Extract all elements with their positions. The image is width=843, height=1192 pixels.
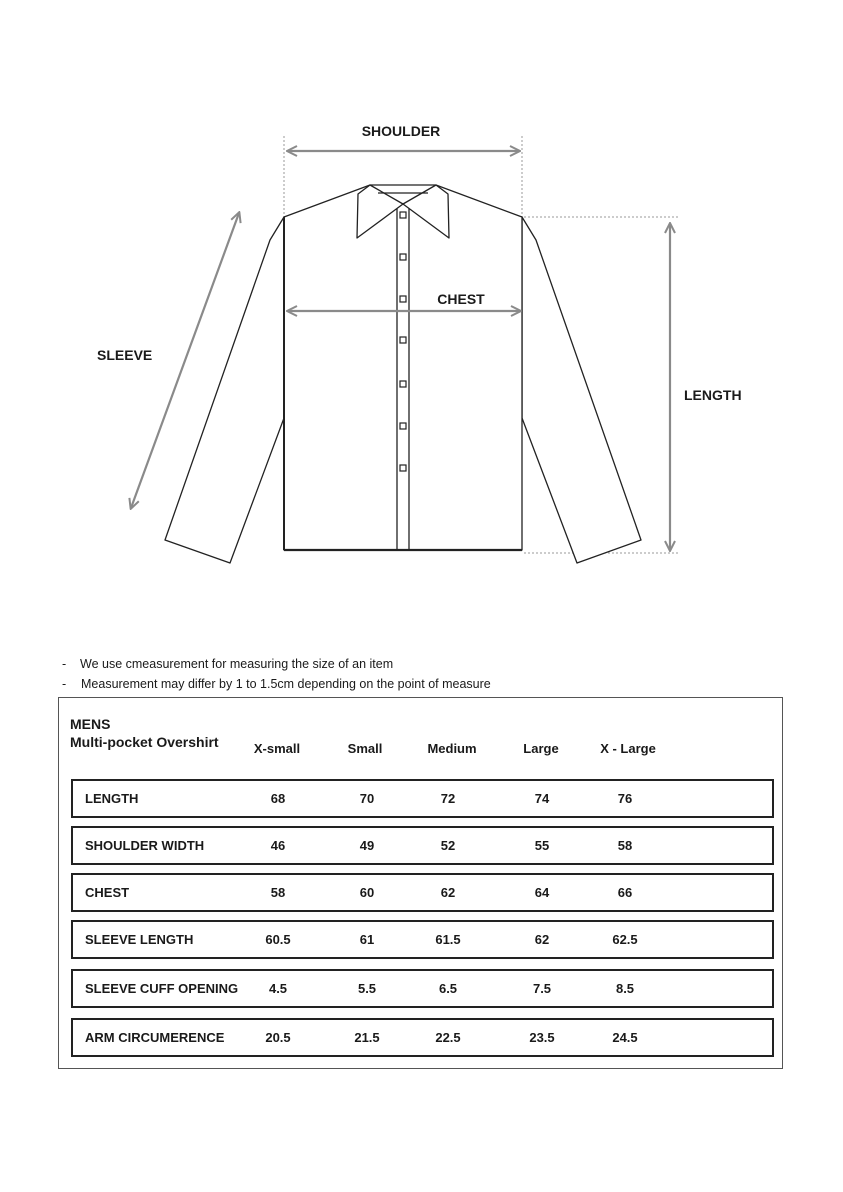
table-row (71, 826, 774, 865)
size-header: Small (347, 741, 383, 756)
table-cell: 62 (534, 932, 550, 947)
table-row (71, 779, 774, 818)
table-cell: 52 (440, 838, 456, 853)
shirt-outline (165, 185, 641, 563)
table-cell: 76 (617, 791, 633, 806)
note-item (62, 674, 491, 694)
row-label: ARM CIRCUMERENCE (85, 1030, 225, 1045)
product-title: Multi-pocket Overshirt (70, 734, 219, 750)
size-table (58, 697, 783, 1069)
table-cell: 22.5 (435, 1030, 461, 1045)
size-header: Large (523, 741, 559, 756)
table-cell: 55 (534, 838, 550, 853)
row-label: CHEST (85, 885, 130, 900)
row-label: LENGTH (85, 791, 139, 806)
table-cell: 70 (359, 791, 375, 806)
table-cell: 61.5 (435, 932, 461, 947)
table-cell: 74 (534, 791, 550, 806)
table-cell: 7.5 (532, 981, 552, 996)
note-dash: - (62, 677, 67, 691)
note-dash: - (62, 657, 67, 671)
table-cell: 24.5 (612, 1030, 638, 1045)
table-cell: 20.5 (265, 1030, 291, 1045)
shoulder-label: SHOULDER (361, 123, 441, 139)
note-item (62, 654, 491, 674)
note-text: We use cmeasurement for measuring the size of an item (80, 657, 394, 671)
table-cell: 60 (359, 885, 375, 900)
table-cell: 49 (359, 838, 375, 853)
table-cell: 6.5 (438, 981, 458, 996)
table-cell: 72 (440, 791, 456, 806)
table-row (71, 969, 774, 1008)
size-header: Medium (427, 741, 477, 756)
table-cell: 4.5 (268, 981, 288, 996)
table-row (71, 1018, 774, 1057)
table-cell: 46 (270, 838, 286, 853)
chest-label: CHEST (437, 291, 485, 307)
section-title: MENS (70, 716, 111, 732)
table-cell: 60.5 (265, 932, 291, 947)
table-cell: 66 (617, 885, 633, 900)
table-cell: 64 (534, 885, 550, 900)
size-header: X-small (253, 741, 301, 756)
table-cell: 61 (359, 932, 375, 947)
length-label: LENGTH (684, 387, 742, 403)
row-label: SHOULDER WIDTH (85, 838, 205, 853)
table-cell: 68 (270, 791, 286, 806)
table-cell: 23.5 (529, 1030, 555, 1045)
row-label: SLEEVE LENGTH (85, 932, 194, 947)
measurement-notes (62, 654, 491, 694)
table-row (71, 873, 774, 912)
table-cell: 58 (617, 838, 633, 853)
note-text: Measurement may differ by 1 to 1.5cm depending on the point of measure (81, 677, 491, 691)
table-cell: 62.5 (612, 932, 638, 947)
size-header-row (59, 741, 782, 759)
table-cell: 21.5 (354, 1030, 380, 1045)
table-cell: 8.5 (615, 981, 635, 996)
table-cell: 58 (270, 885, 286, 900)
table-row (71, 920, 774, 959)
table-cell: 62 (440, 885, 456, 900)
sleeve-label: SLEEVE (97, 347, 153, 363)
size-header: X - Large (600, 741, 656, 756)
row-label: SLEEVE CUFF OPENING (85, 981, 239, 996)
table-cell: 5.5 (357, 981, 377, 996)
